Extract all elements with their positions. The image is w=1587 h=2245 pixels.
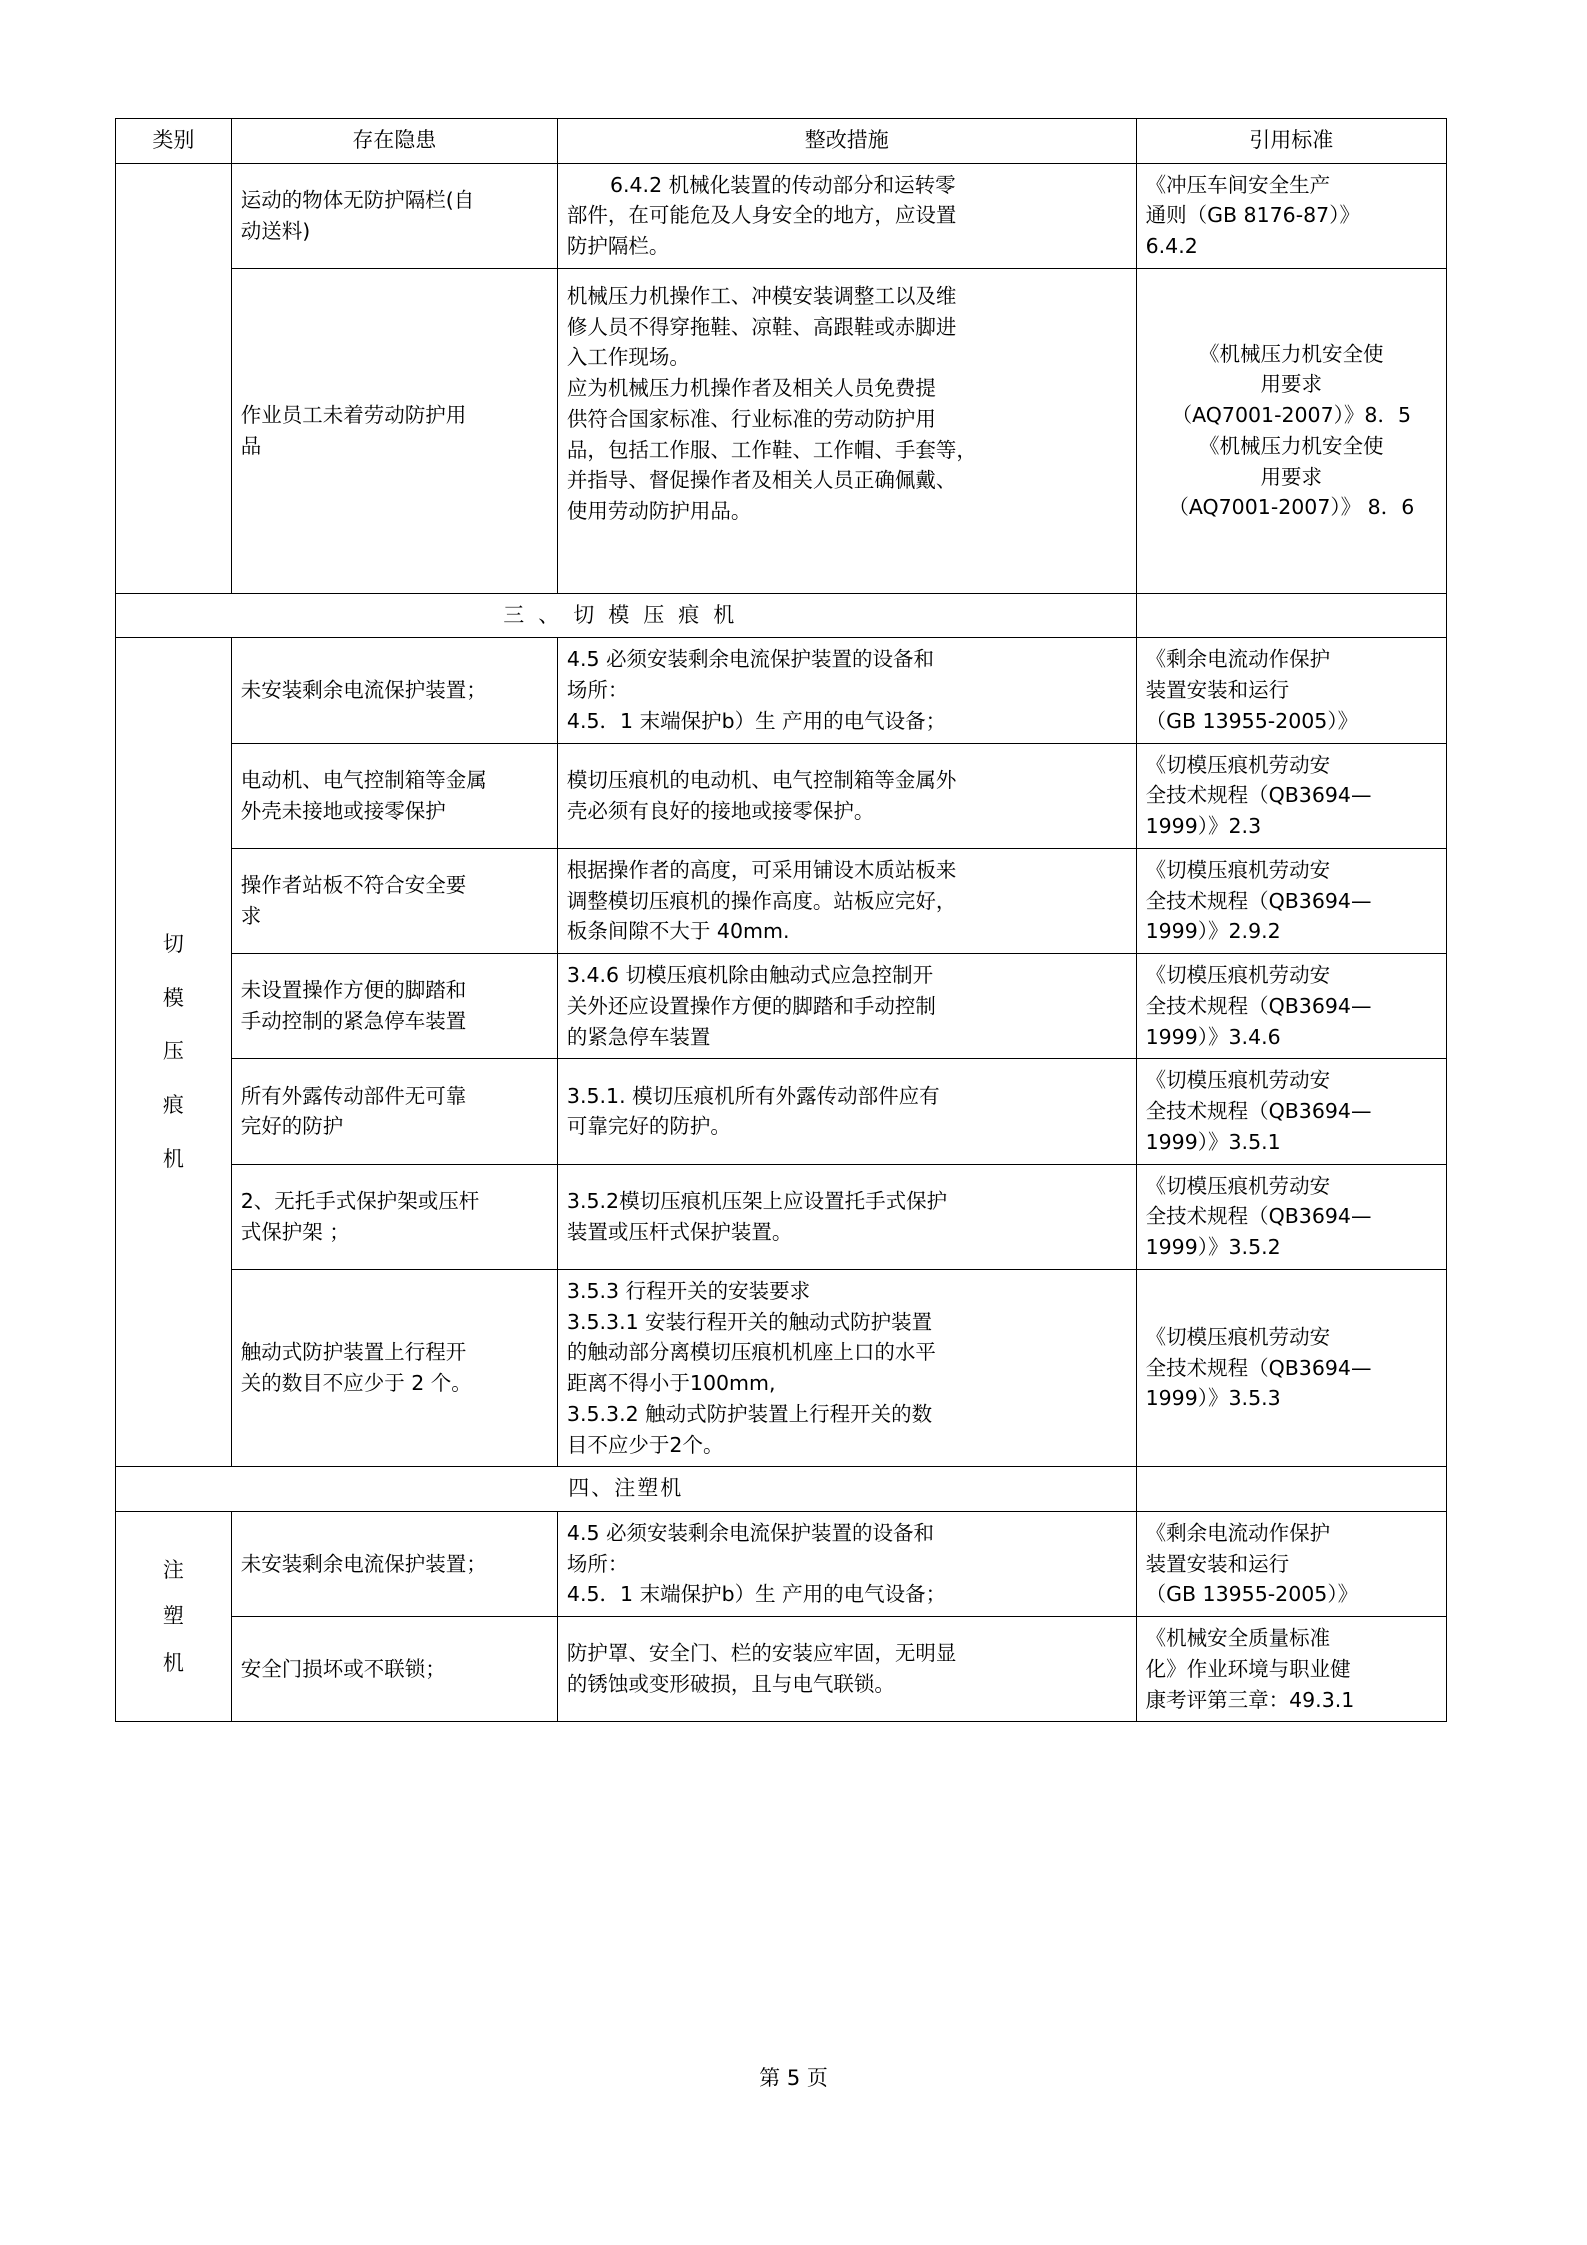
standard-cell: 《剩余电流动作保护 装置安装和运行 （GB 13955-2005）》	[1136, 638, 1446, 743]
header-standard: 引用标准	[1136, 119, 1446, 164]
section-empty-cell	[1136, 593, 1446, 638]
measure-cell: 3.5.2模切压痕机压架上应设置托手式保护 装置或压杆式保护装置。	[557, 1164, 1136, 1269]
table-header-row	[116, 119, 1447, 164]
hazard-cell: 未设置操作方便的脚踏和 手动控制的紧急停车装置	[231, 954, 557, 1059]
table-row	[116, 1269, 1447, 1467]
standard-cell: 《切模压痕机劳动安 全技术规程（QB3694— 1999）》3.4.6	[1136, 954, 1446, 1059]
section-title-injection: 四、注塑机	[116, 1467, 1137, 1512]
page-footer: 第 5 页	[759, 2066, 828, 2090]
section-empty-cell	[1136, 1467, 1446, 1512]
section-header-row	[116, 593, 1447, 638]
measure-cell: 6.4.2 机械化装置的传动部分和运转零 部件，在可能危及人身安全的地方，应设置 防护隔栏。	[557, 163, 1136, 268]
standard-cell: 《剩余电流动作保护 装置安装和运行 （GB 13955-2005）》	[1136, 1511, 1446, 1616]
hazard-cell: 电动机、电气控制箱等金属 外壳未接地或接零保护	[231, 743, 557, 848]
table-row	[116, 743, 1447, 848]
hazard-cell: 未安装剩余电流保护装置；	[231, 638, 557, 743]
measure-cell: 3.5.1. 模切压痕机所有外露传动部件应有 可靠完好的防护。	[557, 1059, 1136, 1164]
standard-cell: 《切模压痕机劳动安 全技术规程（QB3694— 1999）》2.9.2	[1136, 848, 1446, 953]
measure-cell: 机械压力机操作工、冲模安装调整工以及维 修人员不得穿拖鞋、凉鞋、高跟鞋或赤脚进 入工作现场。 应为机械压力机操作者及相关人员免费提 供符合国家标准、行业标准的劳动防护用 品，包括工作服、工作鞋、工作帽、手套等， 并指导、督促操作者及相关人员正确佩戴、 使用劳动防护用品。	[557, 268, 1136, 593]
hazard-cell: 所有外露传动部件无可靠 完好的防护	[231, 1059, 557, 1164]
hazard-cell: 作业员工未着劳动防护用 品	[231, 268, 557, 593]
category-cell-injection: 注 塑 机	[116, 1511, 232, 1722]
table-row	[116, 1511, 1447, 1616]
section-header-row	[116, 1467, 1447, 1512]
header-category: 类别	[116, 119, 232, 164]
category-cell-die-cutting: 切 模 压 痕 机	[116, 638, 232, 1467]
table-row	[116, 638, 1447, 743]
measure-cell: 3.4.6 切模压痕机除由触动式应急控制开 关外还应设置操作方便的脚踏和手动控制 的紧急停车装置	[557, 954, 1136, 1059]
hazard-cell: 触动式防护装置上行程开 关的数目不应少于 2 个。	[231, 1269, 557, 1467]
measure-cell: 4.5 必须安装剩余电流保护装置的设备和 场所： 4.5．1 末端保护b）生 产用的电气设备；	[557, 638, 1136, 743]
table-row	[116, 163, 1447, 268]
standard-cell: 《切模压痕机劳动安 全技术规程（QB3694— 1999）》2.3	[1136, 743, 1446, 848]
measure-cell: 4.5 必须安装剩余电流保护装置的设备和 场所： 4.5．1 末端保护b）生 产用的电气设备；	[557, 1511, 1136, 1616]
header-measure: 整改措施	[557, 119, 1136, 164]
hazard-cell: 安全门损坏或不联锁；	[231, 1617, 557, 1722]
table-row	[116, 268, 1447, 593]
hazard-cell: 2、无托手式保护架或压杆 式保护架 ；	[231, 1164, 557, 1269]
table-row	[116, 1164, 1447, 1269]
header-hazard: 存在隐患	[231, 119, 557, 164]
table-row	[116, 954, 1447, 1059]
standard-cell: 《冲压车间安全生产 通则（GB 8176-87）》 6.4.2	[1136, 163, 1446, 268]
category-cell-empty	[116, 163, 232, 593]
hazard-cell: 操作者站板不符合安全要 求	[231, 848, 557, 953]
hazard-cell: 未安装剩余电流保护装置；	[231, 1511, 557, 1616]
standard-cell: 《切模压痕机劳动安 全技术规程（QB3694— 1999）》3.5.2	[1136, 1164, 1446, 1269]
standard-cell: 《机械安全质量标准 化》作业环境与职业健 康考评第三章：49.3.1	[1136, 1617, 1446, 1722]
hazard-cell: 运动的物体无防护隔栏(自 动送料)	[231, 163, 557, 268]
standard-cell: 《机械压力机安全使 用要求 （AQ7001-2007）》8．5 《机械压力机安全使 用要求 （AQ7001-2007）》 8．6	[1136, 268, 1446, 593]
measure-cell: 根据操作者的高度，可采用铺设木质站板来 调整模切压痕机的操作高度。站板应完好， 板条间隙不大于 40mm.	[557, 848, 1136, 953]
table-row	[116, 1617, 1447, 1722]
measure-cell: 3.5.3 行程开关的安装要求 3.5.3.1 安装行程开关的触动式防护装置 的触动部分离模切压痕机机座上口的水平 距离不得小于100mm, 3.5.3.2 触动式防护装置上行程开关的数 目不应少于2个。	[557, 1269, 1136, 1467]
standard-cell: 《切模压痕机劳动安 全技术规程（QB3694— 1999）》3.5.3	[1136, 1269, 1446, 1467]
measure-cell: 防护罩、安全门、栏的安装应牢固，无明显 的锈蚀或变形破损，且与电气联锁。	[557, 1617, 1136, 1722]
measure-cell: 模切压痕机的电动机、电气控制箱等金属外 壳必须有良好的接地或接零保护。	[557, 743, 1136, 848]
table-row	[116, 1059, 1447, 1164]
standard-cell: 《切模压痕机劳动安 全技术规程（QB3694— 1999）》3.5.1	[1136, 1059, 1446, 1164]
table-row	[116, 848, 1447, 953]
section-title-die-cutting: 三、切模压痕机	[116, 593, 1137, 638]
hazard-rectification-table	[115, 118, 1447, 1722]
